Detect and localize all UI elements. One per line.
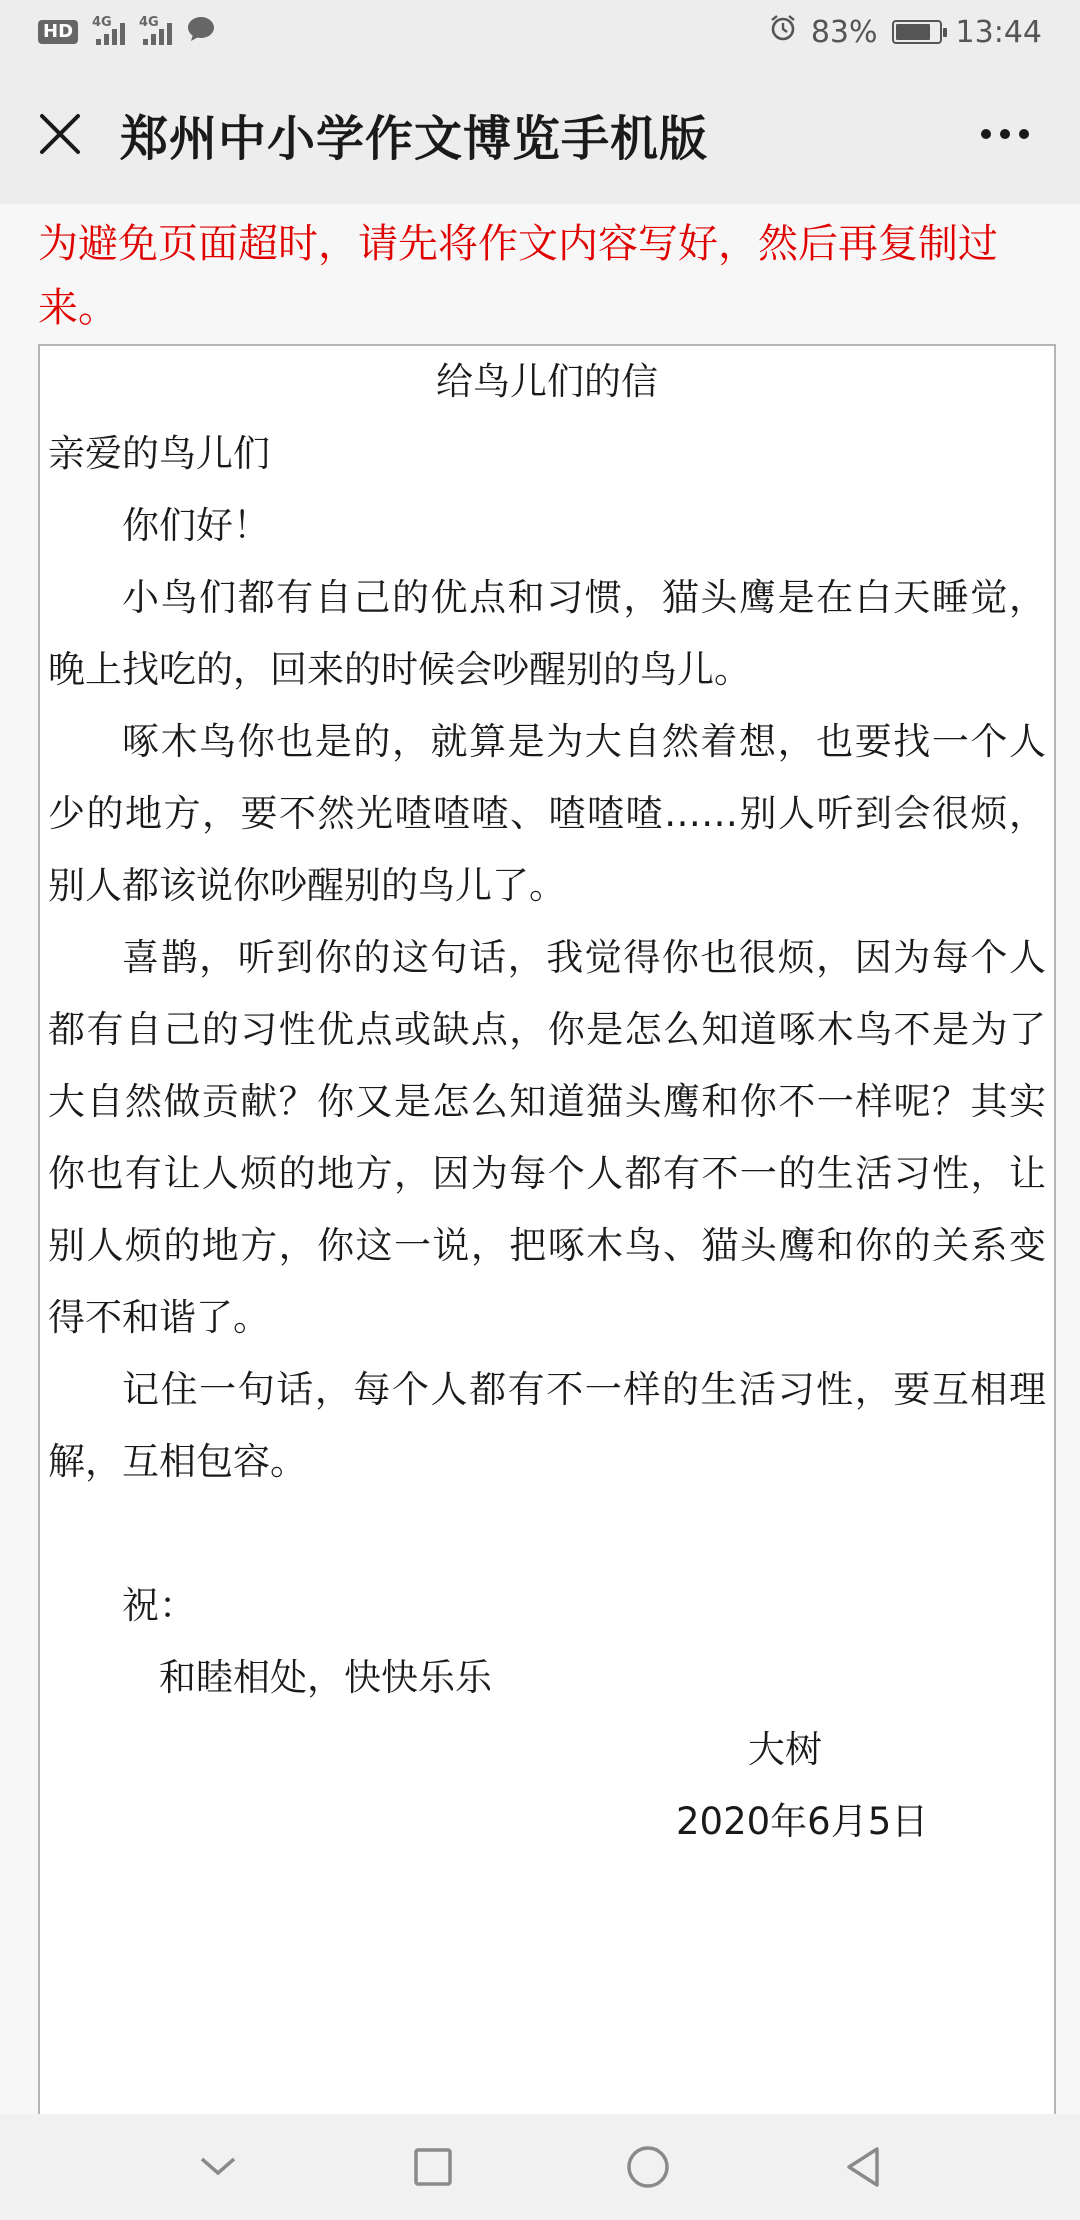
essay-title: 给鸟儿们的信 xyxy=(436,360,658,403)
clock: 13:44 xyxy=(955,14,1042,50)
nav-collapse-button[interactable] xyxy=(178,2127,258,2207)
nav-home-button[interactable] xyxy=(608,2127,688,2207)
essay-salutation: 亲爱的鸟儿们 xyxy=(48,432,270,475)
essay-paragraph: 喜鹊，听到你的这句话，我觉得你也很烦，因为每个人都有自己的习性优点或缺点，你是怎么知道啄木鸟不是为了大自然做贡献？你又是怎么知道猫头鹰和你不一样呢？其实你也有让人烦的地方，因为每个人都有不一的生活习性，让别人烦的地方，你这一说，把啄木鸟、猫头鹰和你的关系变得不和谐了。 xyxy=(48,936,1046,1339)
blank-line xyxy=(48,1498,1046,1570)
network-type-label: 4G xyxy=(139,15,159,30)
network-type-label: 4G xyxy=(92,15,112,30)
system-nav-bar xyxy=(0,2114,1080,2220)
essay-closing: 祝： xyxy=(122,1584,196,1627)
timeout-warning: 为避免页面超时，请先将作文内容写好，然后再复制过来。 xyxy=(38,221,998,331)
page-title: 郑州中小学作文博览手机版 xyxy=(120,110,709,167)
status-right xyxy=(769,14,1042,50)
chat-bubble-icon xyxy=(186,15,216,50)
signal-icon xyxy=(139,15,172,45)
back-triangle-icon xyxy=(843,2145,883,2189)
signal-icon xyxy=(92,15,125,45)
essay-paragraph: 记住一句话，每个人都有不一样的生活习性，要互相理解，互相包容。 xyxy=(48,1368,1046,1483)
essay-paragraph: 啄木鸟你也是的，就算是为大自然着想，也要找一个人少的地方，要不然光喳喳喳、喳喳喳……别人听到会很烦，别人都该说你吵醒别的鸟儿了。 xyxy=(48,720,1046,907)
battery-fill xyxy=(896,24,931,40)
nav-recents-button[interactable] xyxy=(393,2127,473,2207)
status-left xyxy=(38,15,216,50)
alarm-icon xyxy=(769,14,797,50)
title-bar xyxy=(0,64,1080,204)
battery-percent: 83% xyxy=(810,14,878,50)
essay-textarea[interactable] xyxy=(38,344,1056,2124)
status-bar xyxy=(0,0,1080,64)
essay-greeting: 你们好！ xyxy=(122,504,270,547)
circle-icon xyxy=(626,2145,670,2189)
chevron-down-icon xyxy=(198,2155,238,2179)
essay-paragraph: 小鸟们都有自己的优点和习惯，猫头鹰是在白天睡觉，晚上找吃的，回来的时候会吵醒别的鸟儿。 xyxy=(48,576,1046,691)
nav-back-button[interactable] xyxy=(823,2127,903,2207)
more-button[interactable] xyxy=(970,104,1040,164)
battery-icon xyxy=(892,20,942,44)
more-dots-icon xyxy=(981,129,991,139)
close-icon xyxy=(38,112,82,156)
essay-wish: 和睦相处，快快乐乐 xyxy=(159,1656,492,1699)
essay-date: 2020年6月5日 xyxy=(676,1800,929,1843)
essay-signature: 大树 xyxy=(748,1728,822,1771)
close-button[interactable] xyxy=(0,64,120,204)
hd-icon: HD xyxy=(38,20,78,44)
square-icon xyxy=(413,2147,453,2187)
